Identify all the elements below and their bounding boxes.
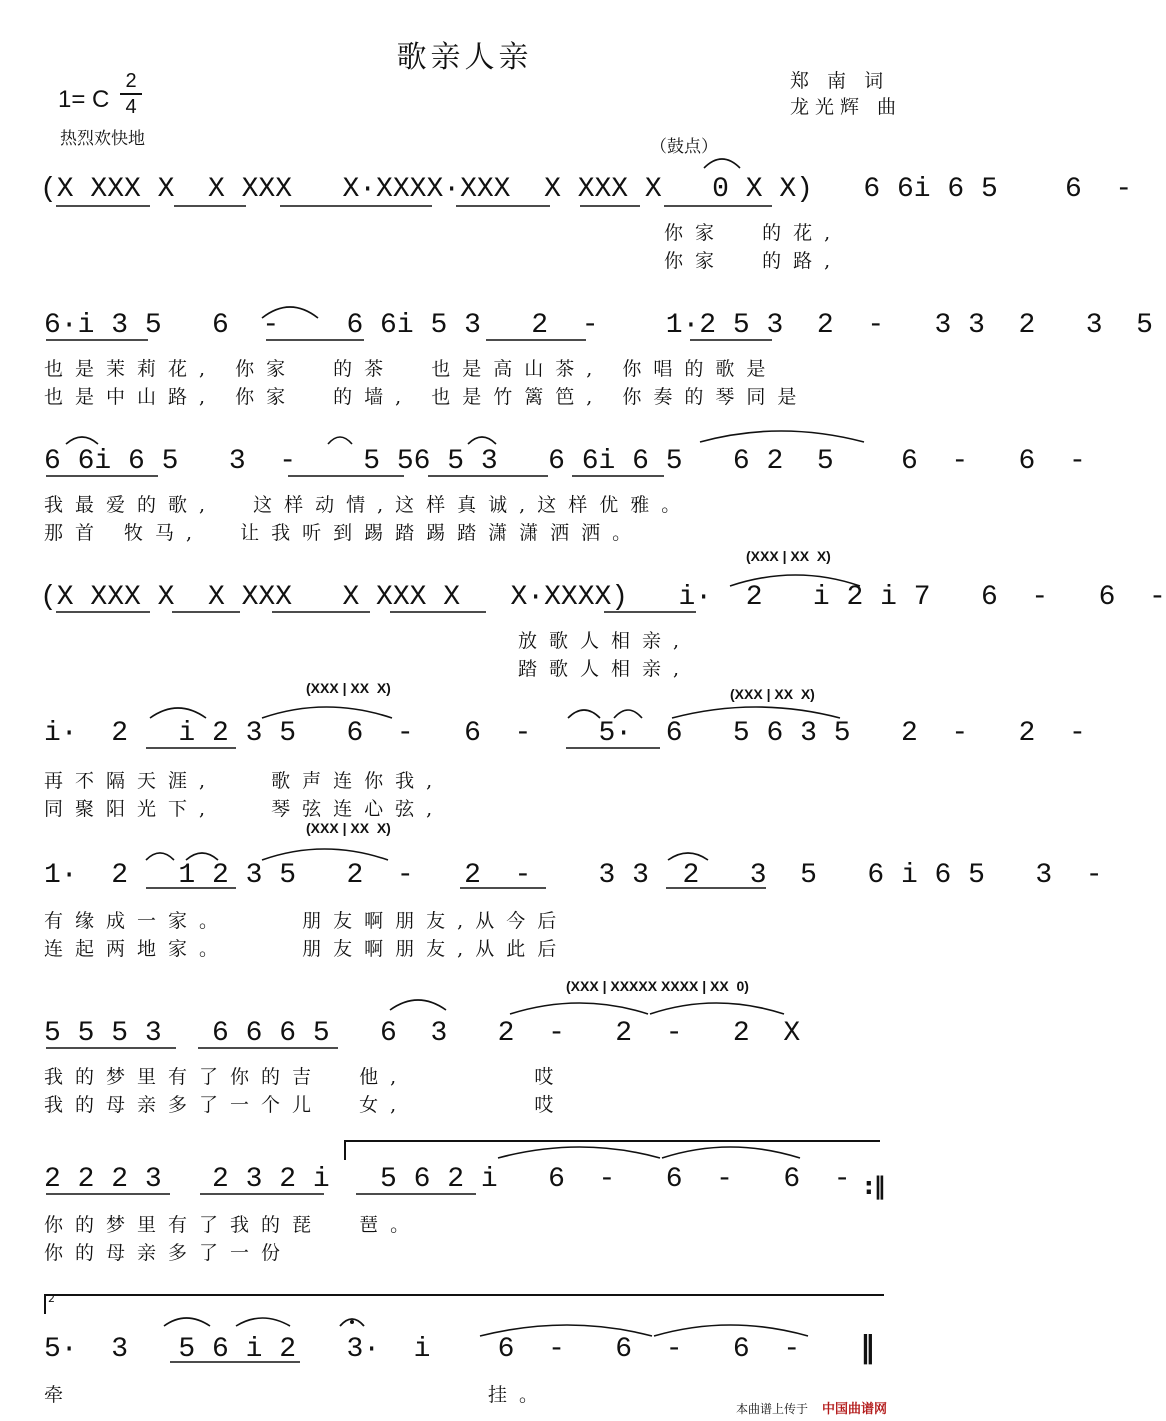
lyric-row-4-verse-2: 踏歌人相亲, bbox=[518, 658, 692, 680]
page-title: 歌亲人亲 bbox=[396, 40, 533, 75]
tie bbox=[650, 1003, 784, 1014]
drum-pattern-row-4: (XXX | XX X) bbox=[746, 548, 831, 564]
lyric-row-1-verse-2: 你家 的路, bbox=[664, 250, 843, 272]
lyric-row-5-verse-2: 同聚阳光下, 琴弦连心弦, bbox=[44, 798, 445, 820]
notation-row-4: (X XXX X X XXX X XXX X X·XXXX) i· 2 i 2 i 7 6 - 6 - bbox=[40, 582, 1166, 613]
slur bbox=[704, 159, 740, 168]
drum-pattern-row-7: (XXX | XXXXX XXXX | XX 0) bbox=[566, 978, 749, 994]
notation-row-1: (X XXX X X XXX X·XXXX·XXX X XXX X 0 X X) 6 6i 6 5 6 - bbox=[40, 174, 1133, 205]
lyricist-credit: 郑 南 词 bbox=[790, 70, 890, 92]
slur bbox=[328, 437, 352, 444]
site-logo[interactable]: 中国曲谱网 bbox=[822, 1402, 888, 1417]
notation-row-7: 5 5 5 3 6 6 6 5 6 3 2 - 2 - 2 X bbox=[44, 1018, 801, 1049]
slur bbox=[468, 437, 496, 444]
lyric-row-9-verse-1: 牵 bbox=[44, 1384, 76, 1406]
lyric-row-7-verse-2: 我的母亲多了一个儿 女, 哎 bbox=[44, 1094, 566, 1116]
notation-row-6: 1· 2 1 2 3 5 2 - 2 - 3 3 2 3 5 6 i 6 5 3 - bbox=[44, 860, 1103, 891]
lyric-row-1-verse-1: 你家 的花, bbox=[664, 222, 843, 244]
lyric-row-8-verse-1: 你的梦里有了我的琵 琶。 bbox=[44, 1214, 422, 1236]
time-signature-top: 2 bbox=[125, 70, 137, 92]
lyric-row-6-verse-2: 连起两地家。 朋友啊朋友,从此后 bbox=[44, 938, 569, 960]
notation-row-9: 5· 3 5 6 i 2 3· i 6 - 6 - 6 - bbox=[44, 1334, 801, 1365]
upload-note: 本曲谱上传于 bbox=[736, 1402, 809, 1416]
notation-row-8: 2 2 2 3 2 3 2 i 5 6 2 i 6 - 6 - 6 - bbox=[44, 1164, 851, 1195]
slur bbox=[150, 708, 206, 718]
lyric-row-9-verse-2: 挂。 bbox=[488, 1384, 551, 1406]
tie bbox=[672, 707, 840, 718]
lyric-row-5-verse-1: 再不隔天涯, 歌声连你我, bbox=[44, 770, 445, 792]
lyric-row-3-verse-1: 我最爱的歌, 这样动情,这样真诚,这样优雅。 bbox=[44, 494, 693, 516]
notation-row-2: 6·i 3 5 6 - 6 6i 5 3 2 - 1·2 5 3 2 - 3 3 2 3 5 bbox=[44, 310, 1153, 341]
tempo-marking: 热烈欢快地 bbox=[60, 129, 145, 149]
slur bbox=[668, 853, 708, 860]
slur bbox=[186, 853, 218, 860]
slur bbox=[390, 1000, 446, 1010]
fermata bbox=[340, 1319, 364, 1326]
lyric-row-2-verse-2: 也是中山路, 你家 的墙, 也是竹篱笆, 你奏的琴同是 bbox=[44, 386, 809, 408]
slur bbox=[164, 1318, 210, 1326]
notation-row-3: 6 6i 6 5 3 - 5 56 5 3 6 6i 6 5 6 2 5 6 - 6 - bbox=[44, 446, 1086, 477]
composer-credit: 龙光辉 曲 bbox=[790, 96, 903, 118]
tie bbox=[262, 849, 388, 860]
slur bbox=[66, 437, 98, 444]
notation-row-5: i· 2 i 2 3 5 6 - 6 - 5· 6 5 6 3 5 2 - 2 - bbox=[44, 718, 1086, 749]
time-signature bbox=[120, 70, 142, 118]
repeat-sign: :‖ bbox=[864, 1172, 886, 1200]
tie bbox=[262, 707, 392, 718]
tie bbox=[510, 1003, 648, 1014]
drum-pattern-row-5a: (XXX | XX X) bbox=[306, 680, 391, 696]
drum-pattern-row-5b: (XXX | XX X) bbox=[730, 686, 815, 702]
drum-pattern-row-6: (XXX | XX X) bbox=[306, 820, 391, 836]
volta-bracket-2 bbox=[44, 1294, 884, 1314]
final-barline: ‖ bbox=[860, 1330, 875, 1365]
lyric-row-6-verse-1: 有缘成一家。 朋友啊朋友,从今后 bbox=[44, 910, 569, 932]
slur bbox=[568, 710, 600, 718]
key-signature: 1= C bbox=[58, 86, 110, 113]
lyric-row-8-verse-2: 你的母亲多了一份 bbox=[44, 1242, 293, 1264]
time-signature-bottom: 4 bbox=[125, 96, 137, 118]
slur bbox=[236, 1318, 290, 1326]
volta-number: 2 bbox=[48, 1292, 55, 1305]
lyric-row-7-verse-1: 我的梦里有了你的吉 他, 哎 bbox=[44, 1066, 566, 1088]
lyric-row-2-verse-1: 也是茉莉花, 你家 的茶 也是高山茶, 你唱的歌是 bbox=[44, 358, 778, 380]
tie bbox=[700, 431, 864, 442]
volta-bracket-1 bbox=[344, 1140, 880, 1160]
slur bbox=[146, 853, 174, 860]
slur bbox=[614, 710, 642, 718]
lyric-row-4-verse-1: 放歌人相亲, bbox=[518, 630, 692, 652]
lyric-row-3-verse-2: 那首 牧马, 让我听到踢踏踢踏潇潇洒洒。 bbox=[44, 522, 644, 544]
drum-note: （鼓点） bbox=[650, 137, 718, 157]
